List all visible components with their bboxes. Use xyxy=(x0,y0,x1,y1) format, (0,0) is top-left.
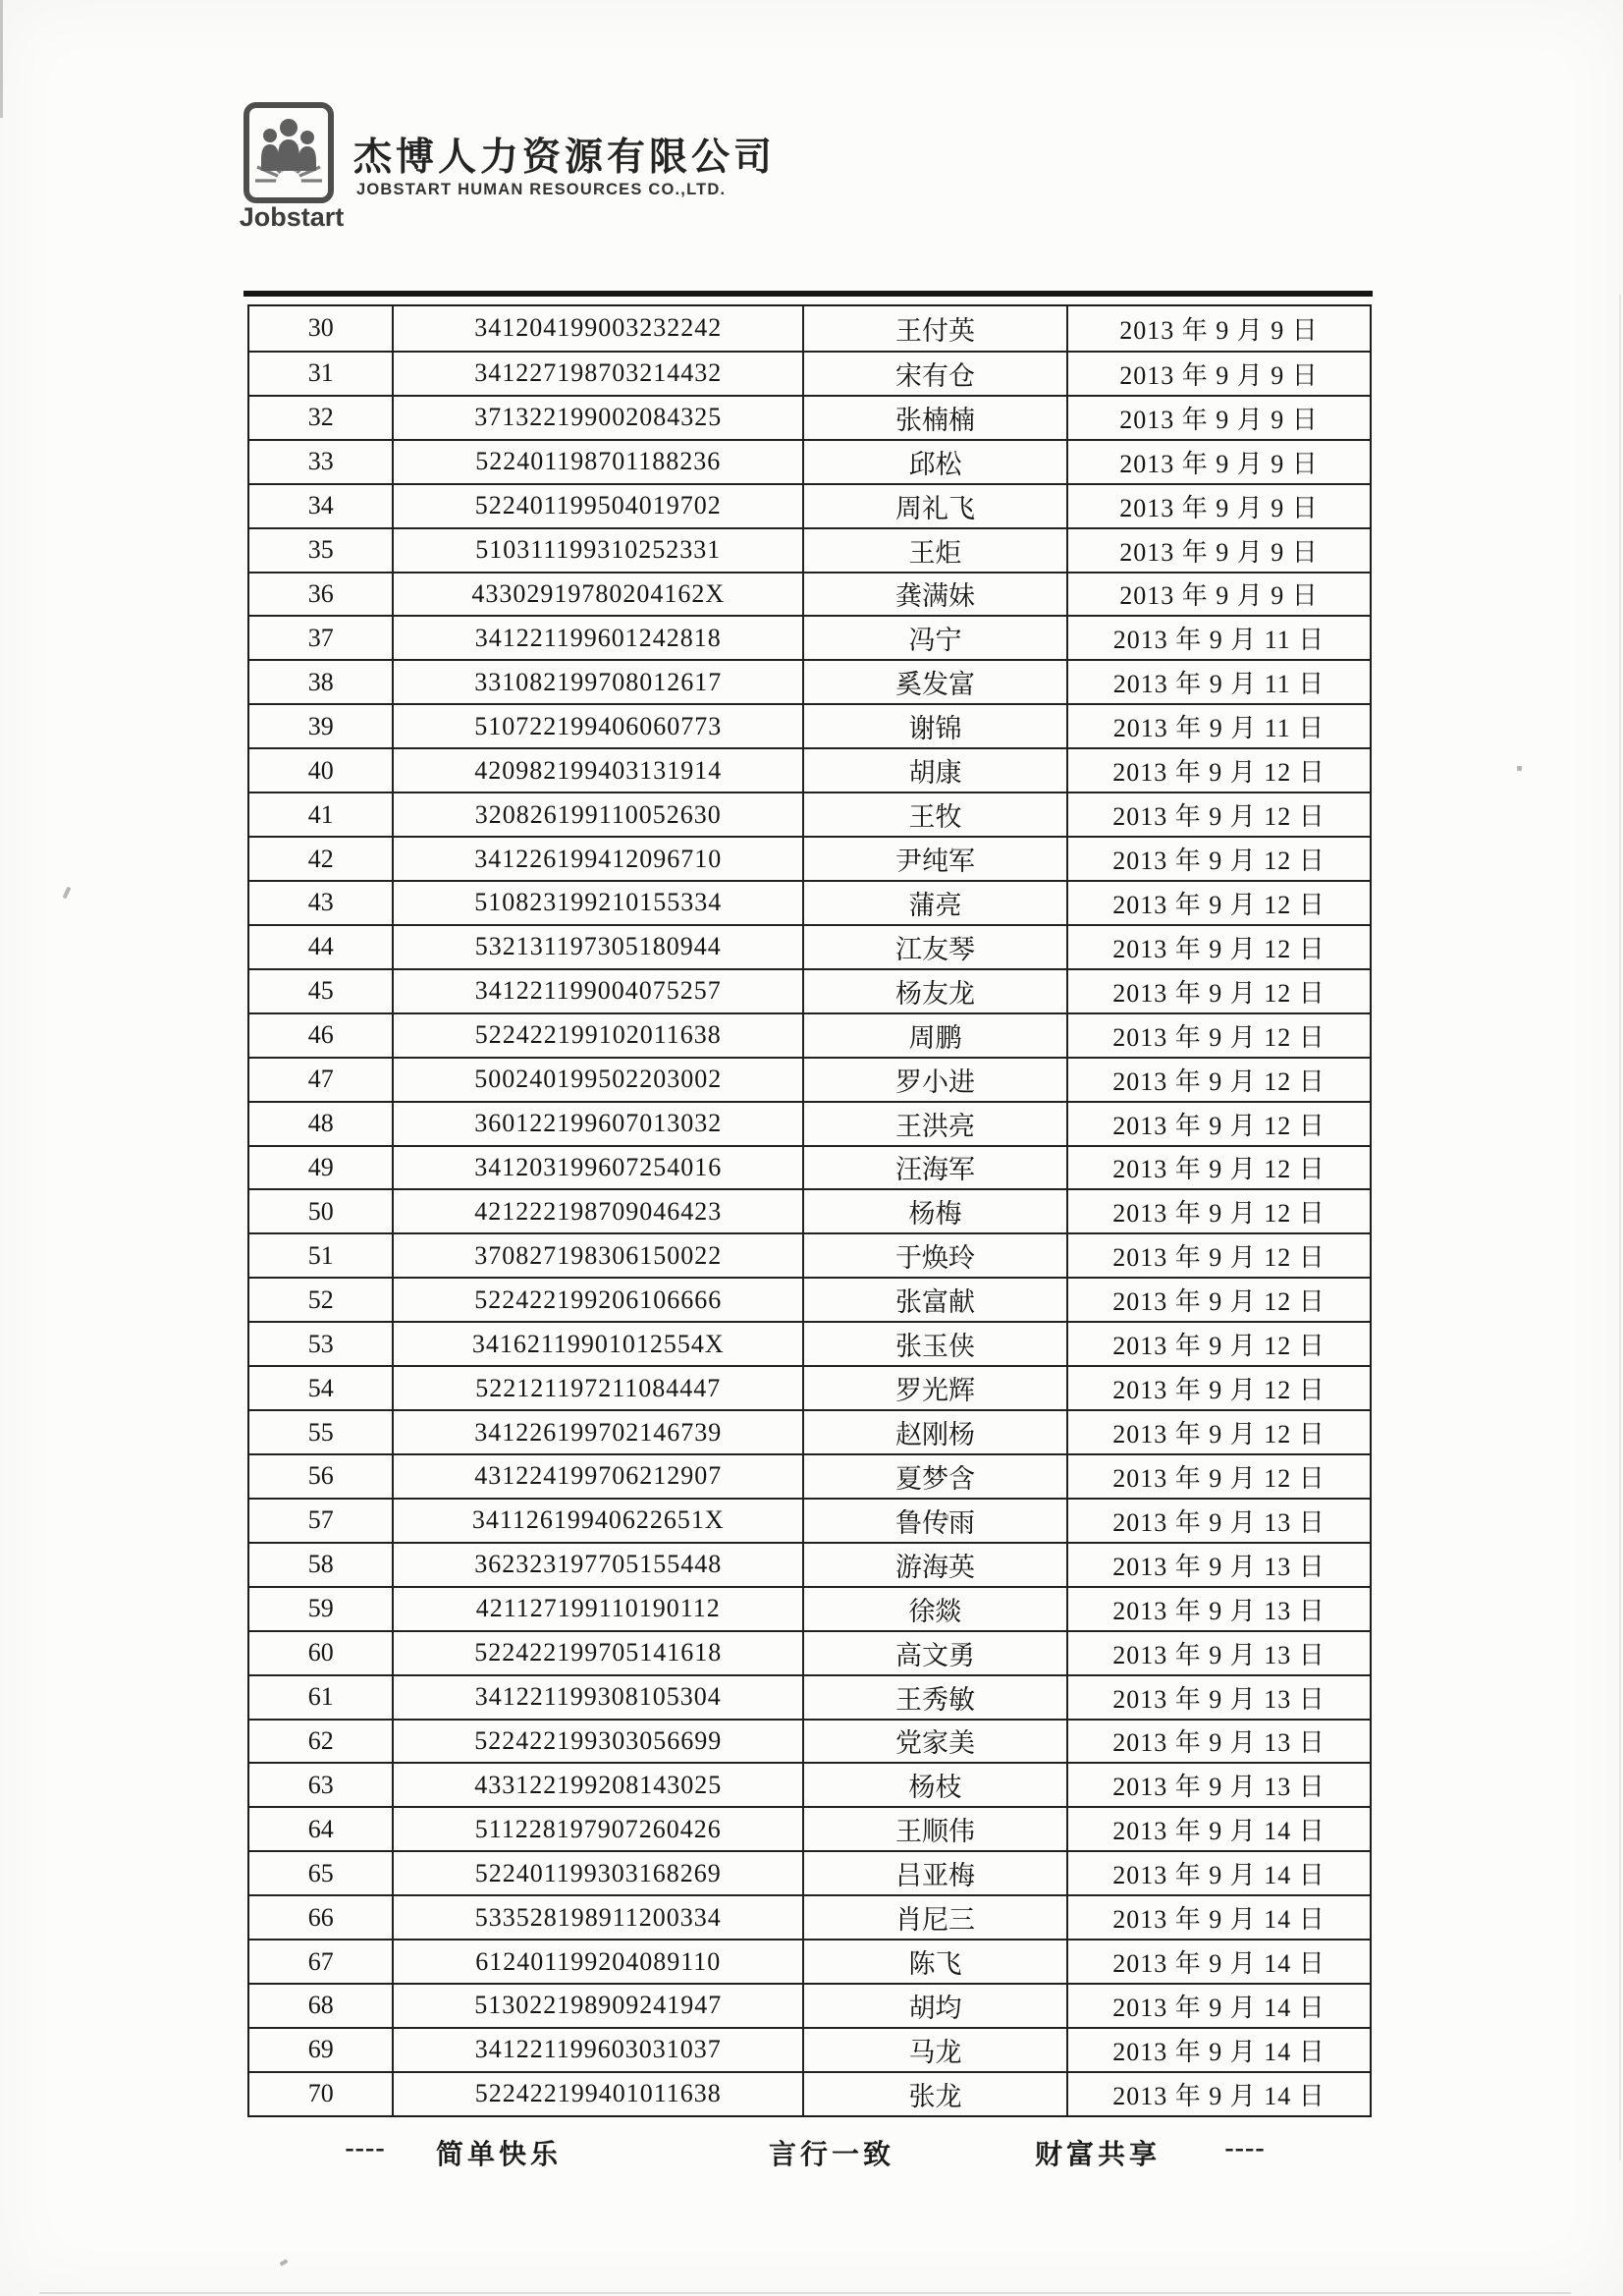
name-cell: 尹纯军 xyxy=(802,836,1066,880)
jobstart-logo xyxy=(243,102,334,203)
name-cell: 王顺伟 xyxy=(802,1806,1066,1850)
date-cell: 2013 年 9 月 12 日 xyxy=(1066,1409,1370,1453)
scan-noise xyxy=(280,2259,289,2266)
scan-edge-artifact xyxy=(39,2292,1571,2294)
id-number-cell: 510311199310252331 xyxy=(392,527,802,572)
name-cell: 鲁传雨 xyxy=(802,1498,1066,1542)
date-cell: 2013 年 9 月 9 日 xyxy=(1066,306,1370,351)
row-number-cell: 63 xyxy=(249,1762,392,1806)
name-cell: 谢锦 xyxy=(802,703,1066,747)
row-number-cell: 39 xyxy=(249,703,392,747)
table-row xyxy=(249,395,1370,439)
scan-noise xyxy=(63,887,72,900)
row-number-cell: 61 xyxy=(249,1674,392,1719)
table-row xyxy=(249,1188,1370,1232)
table-row xyxy=(249,1542,1370,1586)
name-cell: 周鹏 xyxy=(802,1012,1066,1057)
name-cell: 蒲亮 xyxy=(802,880,1066,924)
id-number-cell: 43302919780204162X xyxy=(392,572,802,616)
id-number-cell: 360122199607013032 xyxy=(392,1101,802,1145)
table-row xyxy=(249,703,1370,747)
name-cell: 宋有仓 xyxy=(802,351,1066,395)
id-number-cell: 522422199705141618 xyxy=(392,1630,802,1674)
row-number-cell: 42 xyxy=(249,836,392,880)
date-cell: 2013 年 9 月 14 日 xyxy=(1066,2027,1370,2071)
logo-wordmark: Jobstart xyxy=(239,202,345,232)
row-number-cell: 65 xyxy=(249,1850,392,1894)
row-number-cell: 59 xyxy=(249,1586,392,1630)
name-cell: 张龙 xyxy=(802,2071,1066,2115)
name-cell: 肖尼三 xyxy=(802,1894,1066,1939)
table-row xyxy=(249,1409,1370,1453)
table-row xyxy=(249,2027,1370,2071)
row-number-cell: 47 xyxy=(249,1057,392,1101)
name-cell: 杨友龙 xyxy=(802,968,1066,1012)
table-row xyxy=(249,1365,1370,1409)
date-cell: 2013 年 9 月 11 日 xyxy=(1066,615,1370,659)
id-number-cell: 510722199406060773 xyxy=(392,703,802,747)
row-number-cell: 69 xyxy=(249,2027,392,2071)
table-row xyxy=(249,527,1370,572)
date-cell: 2013 年 9 月 12 日 xyxy=(1066,792,1370,836)
id-number-cell: 421222198709046423 xyxy=(392,1188,802,1232)
date-cell: 2013 年 9 月 12 日 xyxy=(1066,1145,1370,1189)
id-number-cell: 522422199102011638 xyxy=(392,1012,802,1057)
name-cell: 张玉侠 xyxy=(802,1321,1066,1365)
id-number-cell: 362323197705155448 xyxy=(392,1542,802,1586)
name-cell: 王牧 xyxy=(802,792,1066,836)
row-number-cell: 52 xyxy=(249,1277,392,1321)
table-row xyxy=(249,659,1370,703)
id-number-cell: 341221199601242818 xyxy=(392,615,802,659)
table-row xyxy=(249,1674,1370,1719)
id-number-cell: 341221199308105304 xyxy=(392,1674,802,1719)
name-cell: 张楠楠 xyxy=(802,395,1066,439)
id-number-cell: 522401199504019702 xyxy=(392,483,802,527)
table-row xyxy=(249,483,1370,527)
table-row xyxy=(249,1012,1370,1057)
date-cell: 2013 年 9 月 12 日 xyxy=(1066,880,1370,924)
row-number-cell: 40 xyxy=(249,747,392,792)
name-cell: 汪海军 xyxy=(802,1145,1066,1189)
row-number-cell: 31 xyxy=(249,351,392,395)
date-cell: 2013 年 9 月 13 日 xyxy=(1066,1586,1370,1630)
row-number-cell: 44 xyxy=(249,924,392,968)
row-number-cell: 34 xyxy=(249,483,392,527)
row-number-cell: 62 xyxy=(249,1719,392,1763)
name-cell: 江友琴 xyxy=(802,924,1066,968)
scan-noise xyxy=(1517,766,1522,771)
id-number-cell: 34162119901012554X xyxy=(392,1321,802,1365)
name-cell: 赵刚杨 xyxy=(802,1409,1066,1453)
header-divider-rule xyxy=(243,291,1373,297)
table-row xyxy=(249,1762,1370,1806)
row-number-cell: 66 xyxy=(249,1894,392,1939)
table-row xyxy=(249,968,1370,1012)
date-cell: 2013 年 9 月 13 日 xyxy=(1066,1498,1370,1542)
name-cell: 于焕玲 xyxy=(802,1232,1066,1277)
row-number-cell: 50 xyxy=(249,1188,392,1232)
table-row xyxy=(249,572,1370,616)
row-number-cell: 54 xyxy=(249,1365,392,1409)
id-number-cell: 513022198909241947 xyxy=(392,1983,802,2027)
id-number-cell: 431224199706212907 xyxy=(392,1453,802,1498)
table-row xyxy=(249,924,1370,968)
row-number-cell: 70 xyxy=(249,2071,392,2115)
table-row xyxy=(249,880,1370,924)
date-cell: 2013 年 9 月 13 日 xyxy=(1066,1630,1370,1674)
id-number-cell: 341204199003232242 xyxy=(392,306,802,351)
row-number-cell: 57 xyxy=(249,1498,392,1542)
date-cell: 2013 年 9 月 14 日 xyxy=(1066,1850,1370,1894)
footer-slogan-words-deeds: 言行一致 xyxy=(768,2140,895,2170)
row-number-cell: 58 xyxy=(249,1542,392,1586)
table-row xyxy=(249,1277,1370,1321)
date-cell: 2013 年 9 月 13 日 xyxy=(1066,1542,1370,1586)
name-cell: 奚发富 xyxy=(802,659,1066,703)
date-cell: 2013 年 9 月 12 日 xyxy=(1066,1012,1370,1057)
date-cell: 2013 年 9 月 12 日 xyxy=(1066,924,1370,968)
table-row xyxy=(249,1498,1370,1542)
id-number-cell: 522401198701188236 xyxy=(392,439,802,483)
row-number-cell: 51 xyxy=(249,1232,392,1277)
id-table xyxy=(247,304,1372,2117)
row-number-cell: 35 xyxy=(249,527,392,572)
id-number-cell: 341226199702146739 xyxy=(392,1409,802,1453)
row-number-cell: 30 xyxy=(307,313,334,343)
row-number-cell: 45 xyxy=(249,968,392,1012)
row-number-cell: 55 xyxy=(249,1409,392,1453)
table-row xyxy=(249,306,1370,351)
row-number-cell: 60 xyxy=(249,1630,392,1674)
date-cell: 2013 年 9 月 13 日 xyxy=(1066,1719,1370,1763)
date-cell: 2013 年 9 月 14 日 xyxy=(1066,1806,1370,1850)
table-row xyxy=(249,1586,1370,1630)
row-number-cell: 38 xyxy=(249,659,392,703)
date-cell: 2013 年 9 月 12 日 xyxy=(1066,836,1370,880)
row-number-cell: 67 xyxy=(249,1939,392,1983)
table-row xyxy=(249,1806,1370,1850)
name-cell: 胡均 xyxy=(802,1983,1066,2027)
table-row xyxy=(249,1894,1370,1939)
name-cell: 徐燚 xyxy=(802,1586,1066,1630)
name-cell: 周礼飞 xyxy=(802,483,1066,527)
id-number-cell: 522422199206106666 xyxy=(392,1277,802,1321)
id-number-cell: 612401199204089110 xyxy=(392,1939,802,1983)
date-cell: 2013 年 9 月 12 日 xyxy=(1066,1365,1370,1409)
date-cell: 2013 年 9 月 14 日 xyxy=(1066,2071,1370,2115)
name-cell: 杨枝 xyxy=(802,1762,1066,1806)
row-number-cell: 68 xyxy=(249,1983,392,2027)
date-cell: 2013 年 9 月 12 日 xyxy=(1066,1453,1370,1498)
date-cell: 2013 年 9 月 12 日 xyxy=(1066,1232,1370,1277)
id-number-cell: 34112619940622651X xyxy=(392,1498,802,1542)
date-cell: 2013 年 9 月 9 日 xyxy=(1066,395,1370,439)
table-row xyxy=(249,747,1370,792)
table-row xyxy=(249,1232,1370,1277)
date-cell: 2013 年 9 月 12 日 xyxy=(1066,1188,1370,1232)
row-number-cell: 33 xyxy=(249,439,392,483)
id-number-cell: 522422199303056699 xyxy=(392,1719,802,1763)
id-number-cell: 371322199002084325 xyxy=(392,395,802,439)
id-number-cell: 500240199502203002 xyxy=(392,1057,802,1101)
date-cell: 2013 年 9 月 12 日 xyxy=(1066,1101,1370,1145)
table-row xyxy=(249,1850,1370,1894)
id-number-cell: 420982199403131914 xyxy=(392,747,802,792)
name-cell: 王炬 xyxy=(802,527,1066,572)
scan-edge-artifact xyxy=(0,0,3,118)
name-cell: 王秀敏 xyxy=(802,1674,1066,1719)
table-row xyxy=(249,439,1370,483)
name-cell: 罗小进 xyxy=(802,1057,1066,1101)
date-cell: 2013 年 9 月 9 日 xyxy=(1066,483,1370,527)
footer-dashes-left: ---- xyxy=(345,2133,386,2163)
id-number-cell: 533528198911200334 xyxy=(392,1894,802,1939)
date-cell: 2013 年 9 月 9 日 xyxy=(1066,527,1370,572)
date-cell: 2013 年 9 月 12 日 xyxy=(1066,747,1370,792)
date-cell: 2013 年 9 月 14 日 xyxy=(1066,1983,1370,2027)
name-cell: 吕亚梅 xyxy=(802,1850,1066,1894)
table-row xyxy=(249,1057,1370,1101)
table-row xyxy=(249,1453,1370,1498)
row-number-cell: 41 xyxy=(249,792,392,836)
footer-slogan-share-wealth: 财富共享 xyxy=(1034,2140,1162,2170)
name-cell: 夏梦含 xyxy=(802,1453,1066,1498)
date-cell: 2013 年 9 月 11 日 xyxy=(1066,703,1370,747)
row-number-cell: 43 xyxy=(249,880,392,924)
table-row xyxy=(249,351,1370,395)
name-cell: 王付英 xyxy=(802,306,1066,351)
name-cell: 胡康 xyxy=(802,747,1066,792)
id-number-cell: 370827198306150022 xyxy=(392,1232,802,1277)
name-cell: 张富献 xyxy=(802,1277,1066,1321)
date-cell: 2013 年 9 月 13 日 xyxy=(1066,1674,1370,1719)
date-cell: 2013 年 9 月 12 日 xyxy=(1066,1277,1370,1321)
date-cell: 2013 年 9 月 12 日 xyxy=(1066,1321,1370,1365)
company-name-english: JOBSTART HUMAN RESOURCES CO.,LTD. xyxy=(356,181,727,198)
id-number-cell: 421127199110190112 xyxy=(392,1586,802,1630)
name-cell: 陈飞 xyxy=(802,1939,1066,1983)
date-cell: 2013 年 9 月 12 日 xyxy=(1066,1057,1370,1101)
row-number-cell: 46 xyxy=(249,1012,392,1057)
name-cell: 王洪亮 xyxy=(802,1101,1066,1145)
id-number-cell: 341227198703214432 xyxy=(392,351,802,395)
name-cell: 邱松 xyxy=(802,439,1066,483)
table-row xyxy=(249,1101,1370,1145)
id-number-cell: 341203199607254016 xyxy=(392,1145,802,1189)
name-cell: 杨梅 xyxy=(802,1188,1066,1232)
name-cell: 龚满妹 xyxy=(802,572,1066,616)
id-number-cell: 433122199208143025 xyxy=(392,1762,802,1806)
date-cell: 2013 年 9 月 13 日 xyxy=(1066,1762,1370,1806)
scan-edge-artifact xyxy=(1619,295,1621,2160)
row-number-cell: 49 xyxy=(249,1145,392,1189)
id-number-cell: 341221199603031037 xyxy=(392,2027,802,2071)
date-cell: 2013 年 9 月 9 日 xyxy=(1066,351,1370,395)
table-row xyxy=(249,1145,1370,1189)
table-row xyxy=(249,1939,1370,1983)
date-cell: 2013 年 9 月 14 日 xyxy=(1066,1894,1370,1939)
id-number-cell: 341221199004075257 xyxy=(392,968,802,1012)
date-cell: 2013 年 9 月 12 日 xyxy=(1066,968,1370,1012)
table-row xyxy=(249,1321,1370,1365)
table-row xyxy=(249,615,1370,659)
row-number-cell: 53 xyxy=(249,1321,392,1365)
table-row xyxy=(249,2071,1370,2115)
name-cell: 游海英 xyxy=(802,1542,1066,1586)
name-cell: 高文勇 xyxy=(802,1630,1066,1674)
id-number-cell: 532131197305180944 xyxy=(392,924,802,968)
date-cell: 2013 年 9 月 14 日 xyxy=(1066,1939,1370,1983)
footer-dashes-right: ---- xyxy=(1224,2133,1266,2163)
id-number-cell: 511228197907260426 xyxy=(392,1806,802,1850)
name-cell: 冯宁 xyxy=(802,615,1066,659)
id-number-cell: 510823199210155334 xyxy=(392,880,802,924)
date-cell: 2013 年 9 月 9 日 xyxy=(1066,572,1370,616)
id-number-cell: 331082199708012617 xyxy=(392,659,802,703)
row-number-cell: 36 xyxy=(249,572,392,616)
id-number-cell: 341226199412096710 xyxy=(392,836,802,880)
row-number-cell: 37 xyxy=(249,615,392,659)
date-cell: 2013 年 9 月 9 日 xyxy=(1066,439,1370,483)
table-row xyxy=(249,1719,1370,1763)
name-cell: 罗光辉 xyxy=(802,1365,1066,1409)
id-number-cell: 320826199110052630 xyxy=(392,792,802,836)
id-number-cell: 522401199303168269 xyxy=(392,1850,802,1894)
id-number-cell: 522422199401011638 xyxy=(392,2071,802,2115)
name-cell: 马龙 xyxy=(802,2027,1066,2071)
footer-slogan-simple-happy: 简单快乐 xyxy=(435,2140,563,2170)
company-name-chinese: 杰博人力资源有限公司 xyxy=(353,137,777,179)
table-row xyxy=(249,836,1370,880)
row-number-cell: 56 xyxy=(249,1453,392,1498)
table-row xyxy=(249,792,1370,836)
table-row xyxy=(249,1630,1370,1674)
row-number-cell: 48 xyxy=(249,1101,392,1145)
date-cell: 2013 年 9 月 11 日 xyxy=(1066,659,1370,703)
row-number-cell: 64 xyxy=(249,1806,392,1850)
table-row xyxy=(249,1983,1370,2027)
jobstart-logo-icon xyxy=(243,102,334,203)
name-cell: 党家美 xyxy=(802,1719,1066,1763)
id-number-cell: 522121197211084447 xyxy=(392,1365,802,1409)
row-number-cell: 32 xyxy=(249,395,392,439)
